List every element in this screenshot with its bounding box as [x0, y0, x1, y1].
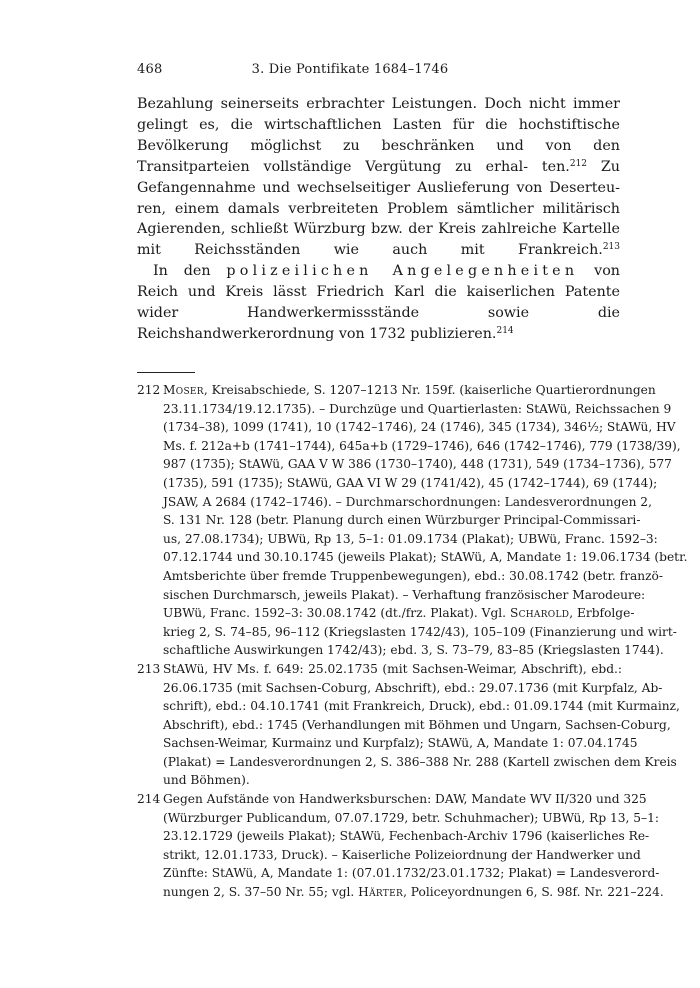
text-line: auch mit Frankreich. — [392, 242, 603, 259]
footnote-number: 213 — [137, 661, 161, 676]
footnote-212 — [137, 381, 688, 660]
footnote-line: (Plakat) = Landesverordnungen 2, S. 386–388 Nr. 288 (Kartell zwischen dem Kreis — [163, 754, 677, 769]
footnote-line: krieg 2, S. 74–85, 96–112 (Kriegslasten 1742/43), 105–109 (Finanzierung und wirt- — [163, 624, 677, 639]
footnote-line: Gegen Aufstände von Handwerksburschen: DAW, Mandate WV II/320 und 325 — [163, 792, 647, 807]
footnote-line: nungen 2, S. 37–50 Nr. 55; vgl. Härter, Policeyordnungen 6, S. 98f. Nr. 221–224. — [163, 885, 664, 900]
footnote-line: schaftliche Auswirkungen 1742/43); ebd. 3, S. 73–79, 83–85 (Kriegslasten 1744). — [163, 643, 664, 658]
text-line: die wirtschaftlichen Lasten für die hochstiftische Bevölkerung möglichst zu — [137, 116, 620, 154]
footnote-line: Zünfte: StAWü, A, Mandate 1: (07.01.1732/23.01.1732; Plakat) = Landesverord- — [163, 866, 660, 881]
footnote-ref-213: 213 — [602, 242, 621, 253]
footnote-line: schrift), ebd.: 04.10.1741 (mit Frankreich, Druck), ebd.: 01.09.1744 (mit Kurmainz, — [163, 699, 680, 714]
text-line: beschränken und von den Transitparteien vollständige Vergütung zu erhal- — [137, 137, 620, 175]
footnote-line: (1735), 591 (1735); StAWü, GAA VI W 29 (1741/42), 45 (1742–1744), 69 (1744); — [163, 475, 658, 490]
text-line: Zu Gefangennahme und wechselseitiger Auslieferung von Deserteu- — [137, 158, 620, 196]
footnote-214 — [137, 790, 664, 902]
emphasis-spaced: polizeilichen Angelegenheiten — [226, 263, 579, 280]
text-line: schließt Würzburg bzw. der Kreis zahlreiche Kartelle mit Reichsständen wie — [137, 221, 621, 259]
text-line: In den — [153, 263, 227, 280]
footnote-line: strikt, 12.01.1733, Druck). – Kaiserliche Polizeiordnung der Handwerker und — [163, 847, 641, 862]
text-line: sowie die Reichshandwerkerordnung von 1732 publizieren. — [137, 305, 621, 342]
footnote-line: (Würzburger Publicandum, 07.07.1729, betr. Schuhmacher); UBWü, Rp 13, 5–1: — [163, 810, 659, 825]
footnote-line: sischen Durchmarsch, jeweils Plakat). – Verhaftung französischer Marodeure: — [163, 587, 646, 602]
footnote-line: 26.06.1735 (mit Sachsen-Coburg, Abschrift), ebd.: 29.07.1736 (mit Kurpfalz, Ab- — [163, 680, 663, 695]
text-line: lässt Friedrich Karl die kaiserlichen Patente wider Handwerkermissstände — [137, 284, 620, 322]
footnote-line: Ms. f. 212a+b (1741–1744), 645a+b (1729–1746), 646 (1742–1746), 779 (1738/39), — [163, 438, 681, 453]
footnote-line: 07.12.1744 und 30.10.1745 (jeweils Plakat); StAWü, A, Mandate 1: 19.06.1734 (betr. — [163, 550, 688, 565]
footnote-line: Moser, Kreisabschiede, S. 1207–1213 Nr. 159f. (kaiserliche Quartierordnungen — [163, 383, 656, 397]
footnote-line: 987 (1735); StAWü, GAA V W 386 (1730–1740), 448 (1731), 549 (1734–1736), 577 — [163, 457, 672, 472]
footnote-rule — [137, 372, 195, 373]
text-line: ren, einem damals verbreiteten Problem sämtlicher militärisch Agierenden, — [137, 200, 620, 238]
footnote-line: StAWü, HV Ms. f. 649: 25.02.1735 (mit Sachsen-Weimar, Abschrift), ebd.: — [163, 661, 622, 676]
footnote-ref-212: 212 — [569, 158, 588, 169]
footnote-line: JSAW, A 2684 (1742–1746). – Durchmarschordnungen: Landesverordnungen 2, — [163, 494, 652, 509]
paragraph-2 — [137, 261, 620, 345]
footnote-line: UBWü, Franc. 1592–3: 30.08.1742 (dt./frz. Plakat). Vgl. Scharold, Erbfolge- — [163, 606, 635, 621]
text-line: ten. — [541, 158, 570, 175]
footnote-number: 212 — [137, 383, 161, 397]
text-line: von Reich und Kreis — [137, 263, 621, 301]
main-text — [137, 94, 620, 345]
running-head: 3. Die Pontifikate 1684–1746 — [251, 62, 449, 77]
footnote-line: (1734–38), 1099 (1741), 10 (1742–1746), 24 (1746), 345 (1734), 346½; StAWü, HV — [163, 420, 676, 435]
footnote-line: Abschrift), ebd.: 1745 (Verhandlungen mit Böhmen und Ungarn, Sachsen-Coburg, — [163, 717, 671, 732]
footnote-number: 214 — [137, 792, 161, 807]
text-line: Bezahlung seinerseits erbrachter Leistungen. Doch nicht immer gelingt es, — [137, 96, 620, 133]
footnote-ref-214: 214 — [496, 325, 514, 336]
footnote-line: Amtsberichte über fremde Truppenbewegungen), ebd.: 30.08.1742 (betr. franzö- — [163, 568, 664, 583]
page-number: 468 — [137, 62, 163, 77]
paragraph-1 — [137, 94, 620, 261]
footnote-line: 23.11.1734/19.12.1735). – Durchzüge und Quartierlasten: StAWü, Reichssachen 9 — [163, 401, 672, 416]
footnote-213 — [137, 660, 680, 790]
footnotes — [137, 381, 688, 902]
footnote-line: S. 131 Nr. 128 (betr. Planung durch einen Würzburger Principal-Commissari- — [163, 513, 641, 528]
footnote-line: 23.12.1729 (jeweils Plakat); StAWü, Fechenbach-Archiv 1796 (kaiserliches Re- — [163, 829, 650, 844]
footnote-line: us, 27.08.1734); UBWü, Rp 13, 5–1: 01.09.1734 (Plakat); UBWü, Franc. 1592–3: — [163, 531, 658, 546]
footnote-line: und Böhmen). — [163, 773, 250, 788]
footnote-line: Sachsen-Weimar, Kurmainz und Kurpfalz); StAWü, A, Mandate 1: 07.04.1745 — [163, 736, 638, 751]
